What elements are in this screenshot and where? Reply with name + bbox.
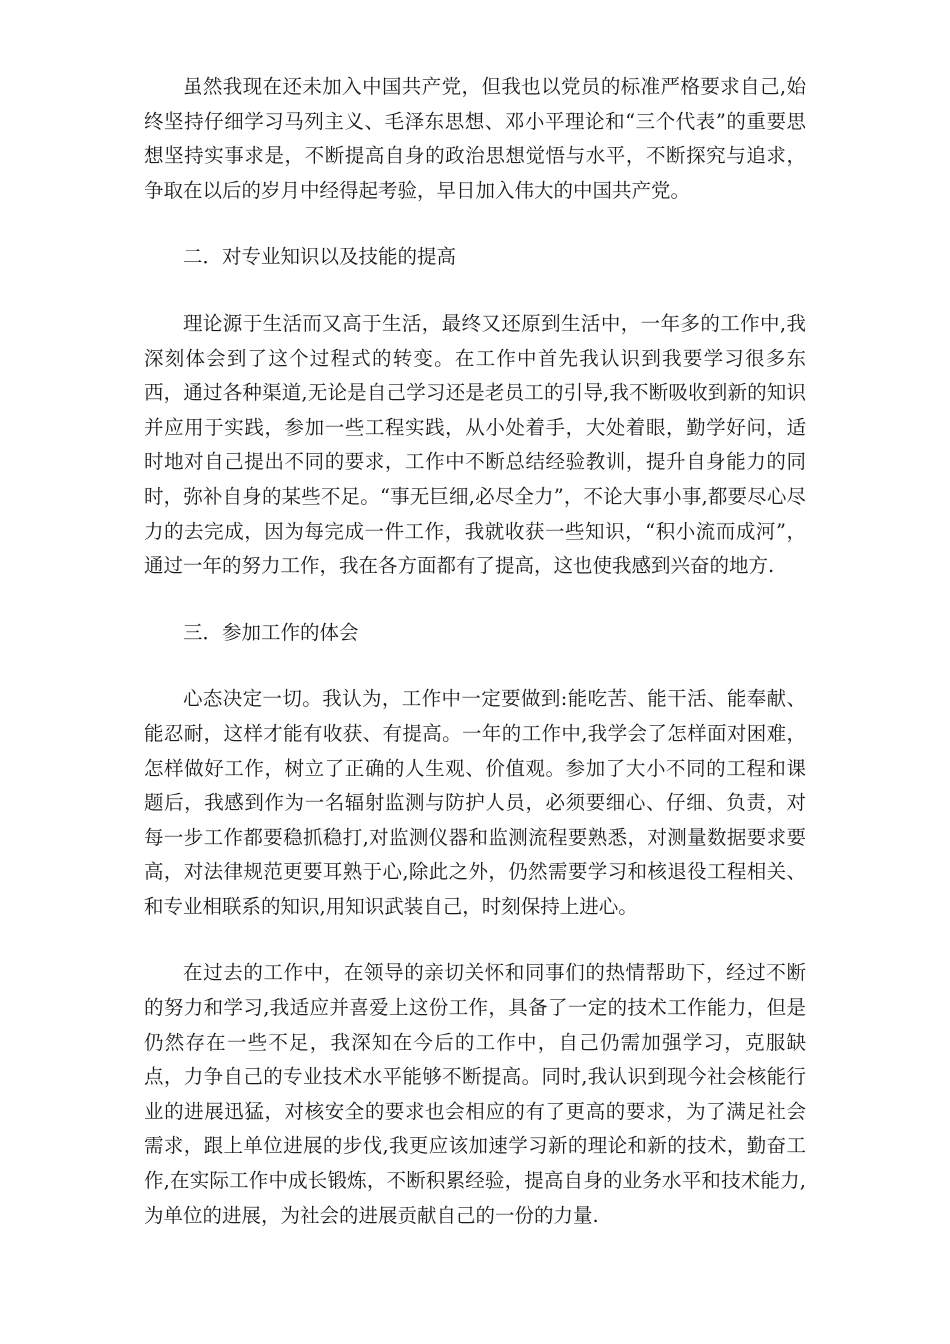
paragraph-gap — [144, 275, 806, 307]
paragraph-gap — [144, 924, 806, 956]
section-heading-professional-skills: 二．对专业知识以及技能的提高 — [183, 245, 457, 269]
paragraph-party-membership: 虽然我现在还未加入中国共产党，但我也以党员的标准严格要求自己,始终坚持仔细学习马列主义、毛泽东思想、邓小平理论和“三个代表”的重要思想坚持实事求是，不断提高自身的政治思想觉悟与水平，不断探究与追求，争取在以后的岁月中经得起考验，早日加入伟大的中国共产党。 — [144, 75, 806, 202]
paragraph-professional-skills: 理论源于生活而又高于生活，最终又还原到生活中，一年多的工作中,我深刻体会到了这个过程式的转变。在工作中首先我认识到我要学习很多东西，通过各种渠道,无论是自己学习还是老员工的引导,我不断吸收到新的知识并应用于实践，参加一些工程实践，从小处着手，大处着眼，勤学好问，适时地对自己提出不同的要求，工作中不断总结经验教训，提升自身能力的同时，弥补自身的某些不足。“事无巨细,必尽全力”，不论大事小事,都要尽心尽力的去完成，因为每完成一件工作，我就收获一些知识，“积小流而成河”，通过一年的努力工作，我在各方面都有了提高，这也使我感到兴奋的地方. — [144, 311, 806, 578]
paragraph-summary: 在过去的工作中，在领导的亲切关怀和同事们的热情帮助下，经过不断的努力和学习,我适应并喜爱上这份工作，具备了一定的技术工作能力，但是仍然存在一些不足，我深知在今后的工作中，自己仍需加强学习，克服缺点，力争自己的专业技术水平能够不断提高。同时,我认识到现今社会核能行业的进展迅猛，对核安全的要求也会相应的有了更高的要求，为了满足社会需求，跟上单位进展的步伐,我更应该加速学习新的理论和新的技术，勤奋工作,在实际工作中成长锻炼，不断积累经验，提高自身的业务水平和技术能力,为单位的进展，为社会的进展贡献自己的一份的力量. — [144, 961, 806, 1227]
section-heading-work-experience: 三．参加工作的体会 — [183, 620, 359, 644]
paragraph-work-experience: 心态决定一切。我认为，工作中一定要做到:能吃苦、能干活、能奉献、能忍耐，这样才能有收获、有提高。一年的工作中,我学会了怎样面对困难，怎样做好工作，树立了正确的人生观、价值观。参加了大小不同的工程和课题后，我感到作为一名辐射监测与防护人员，必须要细心、仔细、负责，对每一步工作都要稳抓稳打,对监测仪器和监测流程要熟悉，对测量数据要求要高，对法律规范更要耳熟于心,除此之外，仍然需要学习和核退役工程相关、和专业相联系的知识,用知识武装自己，时刻保持上进心。 — [144, 687, 806, 918]
document-page — [144, 70, 806, 1233]
paragraph-gap — [144, 650, 806, 682]
paragraph-gap — [144, 584, 806, 616]
paragraph-gap — [144, 208, 806, 240]
